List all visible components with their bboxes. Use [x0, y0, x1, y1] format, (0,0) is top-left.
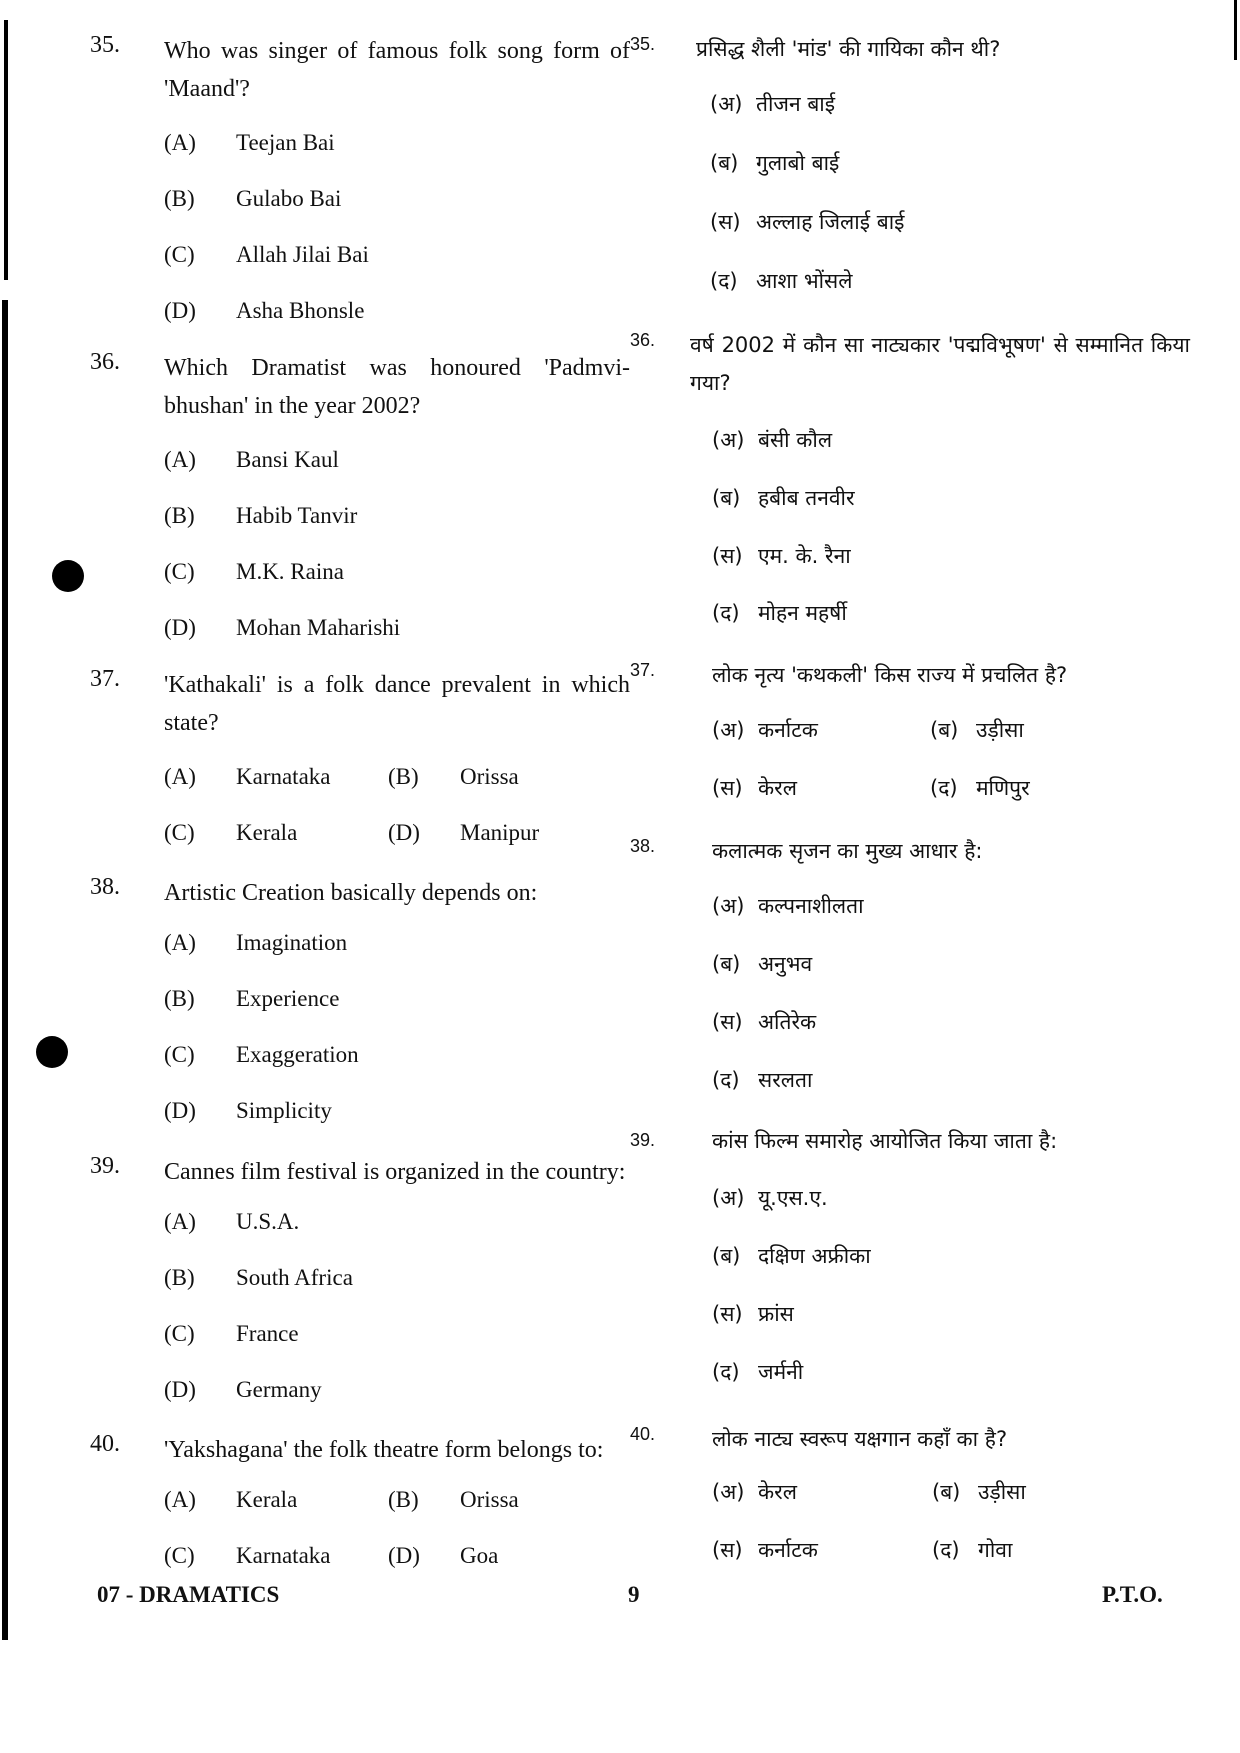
footer-pto: P.T.O. [1102, 1582, 1163, 1607]
question-number: 35. [630, 34, 656, 54]
scan-edge-line [2, 300, 8, 1640]
question-text: लोक नाट्य स्वरूप यक्षगान कहाँ का है? [712, 1427, 1008, 1451]
question-number: 37. [90, 666, 120, 692]
question-text: लोक नृत्य 'कथकली' किस राज्य में प्रचलित है? [712, 663, 1068, 687]
question-number: 37. [630, 660, 656, 680]
question-text: Cannes film festival is organized in the country: [164, 1159, 626, 1185]
question-number: 40. [630, 1424, 656, 1444]
scan-edge-line [1234, 0, 1237, 60]
question-text: वर्ष 2002 में कौन सा नाट्यकार 'पद्मविभूषण' से सम्मानित किया गया? [690, 333, 1190, 395]
question-number: 35. [90, 32, 120, 58]
scan-edge-line [4, 20, 8, 280]
question-text: Artistic Creation basically depends on: [164, 880, 538, 906]
question-text: Who was singer of famous folk song form of 'Maand'? [164, 38, 630, 102]
question-text: 'Kathakali' is a folk dance prevalent in which state? [164, 672, 630, 736]
question-number: 39. [630, 1130, 656, 1150]
question-number: 36. [90, 349, 120, 375]
question-number: 38. [630, 836, 656, 856]
exam-page: 35. Who was singer of famous folk song form of 'Maand'? (A) Teejan Bai (B) Gulabo Bai (C) Allah Jilai Bai (D) Asha Bhonsle 36. Which Dramatist was honoured 'Padmvi-bhushan' in the year 2002? (A) Bansi Kaul (B) Habib Tanvir (C) M.K. Raina (D) Mohan Maharishi 37. 'Kathakali' is a folk dance prevalent in which state? (A) Karnataka (B) Orissa (C) Kerala (D) Manipur 38. Artistic Creation basically depends on: (A) Imagination (B) Experience (C) Exaggeration (D) Simplicity 39. Cannes film festival is organized in the country: (A) U.S.A. (B) South Africa (C) France (D) Germany 40. 'Yakshagana' the folk theatre form belongs to: (A) Kerala (B) Orissa (C) Karnataka (D) Goa 35. प्रसिद्ध शैली 'मांड' की गायिका कौन थी? (अ) तीजन बाई (ब) गुलाबो बाई (स) अल्लाह जिलाई बाई (द) आशा भोंसले 36. वर्ष 2002 में कौन सा नाट्यकार 'पद्मविभूषण' से सम्मानित किया गया? (अ) बंसी कौल (ब) हबीब तनवीर (स) एम. के. रैना (द) मोहन महर्षी 37. लोक नृत्य 'कथकली' किस राज्य में प्रचलित है? (अ) कर्नाटक (ब) उड़ीसा (स) केरल (द) मणिपुर 38. कलात्मक सृजन का मुख्य आधार है: (अ) कल्पनाशीलता (ब) अनुभव (स) अतिरेक (द) सरलता 39. कांस फिल्म समारोह आयोजित किया जाता है: (अ) यू.एस.ए. (ब) दक्षिण अफ्रीका (स) फ्रांस (द) जर्मनी 40. लोक नाट्य स्वरूप यक्षगान कहाँ का है? (अ) केरल (ब) उड़ीसा (स) कर्नाटक (द) गोवा 07 - DRAMATICS 9 P.T.O. [0, 0, 1240, 1753]
punch-hole-mark [52, 560, 84, 592]
question-number: 39. [90, 1153, 120, 1179]
question-number: 38. [90, 874, 120, 900]
question-number: 40. [90, 1431, 120, 1457]
page-number: 9 [628, 1582, 640, 1607]
question-text: प्रसिद्ध शैली 'मांड' की गायिका कौन थी? [696, 37, 1001, 61]
question-text: कांस फिल्म समारोह आयोजित किया जाता है: [712, 1129, 1058, 1153]
footer-subject: 07 - DRAMATICS [97, 1582, 280, 1607]
punch-hole-mark [36, 1036, 68, 1068]
question-text: Which Dramatist was honoured 'Padmvi-bhushan' in the year 2002? [164, 355, 630, 419]
question-text: कलात्मक सृजन का मुख्य आधार है: [712, 839, 983, 863]
question-text: 'Yakshagana' the folk theatre form belongs to: [164, 1437, 604, 1463]
question-number: 36. [630, 330, 656, 350]
